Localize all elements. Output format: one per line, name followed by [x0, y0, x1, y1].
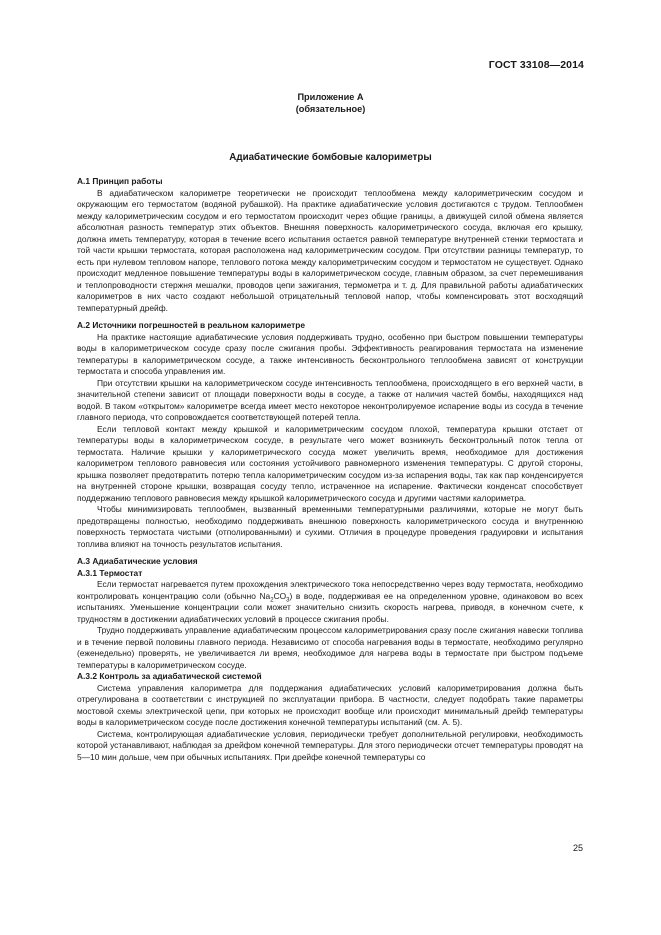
standard-header: ГОСТ 33108—2014 [488, 59, 584, 71]
annex-block [0, 91, 661, 115]
section-a31-heading: А.3.1 Термостат [77, 567, 143, 578]
paragraph: Если термостат нагревается путем прохождения электрического тока непосредственно через воду термостата, необходимо контролировать концентрацию соли (обычно $Na_2CO_3$) в воде, поддерживая ее на определенном уровне, одинаковом во всех испытаниях. Уменьшение концентрации соли может значительно снизить скорость нагрева, приводя, в конечном счете, к трудностям в достижении адиабатических условий в процессе сжигания пробы. [77, 579, 583, 624]
paragraph: При отсутствии крышки на калориметрическом сосуде интенсивность теплообмена, происходящего в его верхней части, в значительной степени зависит от площади поверхности воды в сосуде, а также от наличия частей бомбы, находящихся над водой. В таком «открытом» калориметре всегда имеет место некоторое неконтролируемое испарение воды из сосуда в течение главного периода, что сопровождается соответствующей потерей тепла. [77, 377, 583, 422]
annex-title: Приложение А [297, 92, 364, 102]
document-body [77, 176, 583, 763]
section-a32-heading: А.3.2 Контроль за адиабатической системой [77, 671, 262, 681]
section-a1-heading: А.1 Принцип работы [77, 176, 163, 186]
paragraph: На практике настоящие адиабатические условия поддерживать трудно, особенно при быстром повышении температуры воды в калориметрическом сосуде сразу после сжигания пробы. Эффективность реагирования термостата на изменение температуры в калориметрическом сосуде, а также интенсивность бесконтрольного теплообмена зависят от конструкции термостата и способа управления им. [77, 331, 583, 376]
page-number: 25 [572, 843, 583, 853]
paragraph: Система управления калориметра для поддержания адиабатических условий калориметрирования должна быть отрегулирована в соответствии с инструкцией по эксплуатации прибора. В частности, следует подобрать такие параметры мостовой схемы электрической цепи, при которых не происходит вообще или происходит минимальный дрейф температуры воды в калориметрическом сосуде после достижения конечной температуры испытаний (см. А. 5). [77, 682, 583, 727]
section-a2-heading: А.2 Источники погрешностей в реальном калориметре [77, 320, 306, 330]
paragraph: Трудно поддерживать управление адиабатическим процессом калориметрирования сразу после сжигания навески топлива и в течение первой половины главного периода. Независимо от способа нагревания воды в термостате, необходимо регулярно (еженедельно) проверять, не увеличивается ли время, необходимое для нагрева воды в термостате при быстром подъеме температуры в калориметрическом сосуде. [77, 625, 583, 670]
section-a3-heading: А.3 Адиабатические условия [77, 556, 198, 566]
annex-status: (обязательное) [295, 104, 366, 114]
paragraph: В адиабатическом калориметре теоретически не происходит теплообмена между калориметрическим сосудом и окружающим его термостатом (водяной рубашкой). На практике адиабатические условия достигаются с трудом. Теплообмен между калориметрическим сосудом и его термостатом происходит через общие границы, а движущей силой обмена является абсолютная разность температур этих объектов. Внешняя поверхность калориметрического сосуда, включая его крышку, должна иметь температуру, которая в течение всего испытания остается равной температуре внутренней стенки термостата и той части крышки термостата, которая расположена над калориметрическим сосудом. При отсутствии разницы температур, то есть при нулевом тепловом напоре, теплового потока между калориметрическим сосудом и термостатом не существует. Однако происходит медленное повышение температуры воды в калориметрическом сосуде, главным образом, за счет перемешивания и теплопроводности стержня мешалки, проводов цепи зажигания, термометра и т. д. Для правильной работы адиабатических калориметров в них часто создают небольшой отрицательный тепловой напор, чтобы компенсировать этот восходящий температурный дрейф. [77, 187, 583, 313]
paragraph: Система, контролирующая адиабатические условия, периодически требует дополнительной регулировки, необходимость которой устанавливают, наблюдая за дрейфом конечной температуры. Для этого периодически отсчет температуры проводят на 5—10 мин дольше, чем при обычных испытаниях. При дрейфе конечной температуры со [77, 728, 583, 762]
paragraph: Если тепловой контакт между крышкой и калориметрическим сосудом плохой, температура крышки отстает от температуры воды в калориметрическом сосуде, в результате чего может возникнуть бесконтрольный поток тепла от термостата. Наличие крышки у калориметрического сосуда может увеличить время, необходимое для достижения калориметром теплового равновесия или состояния устойчивого равномерного изменения температуры. С другой стороны, крышка позволяет предотвратить потерю тепла калориметрическим сосудом из-за испарения воды, так как пар конденсируется на внутренней стороне крышки, возвращая сосуду тепло, истраченное на испарение. Фактически конденсат способствует поддержанию теплового равновесия между крышкой калориметрического сосуда и другими частями калориметра. [77, 423, 583, 503]
paragraph: Чтобы минимизировать теплообмен, вызванный временными температурными различиями, которые не могут быть предотвращены полностью, необходимо поддерживать внешнюю поверхность калориметрического сосуда и внутреннюю поверхность термостата чистыми (отполированными) и сухими. Отличия в процедуре проведения градуировки и испытания топлива влияют на точность результатов испытания. [77, 504, 583, 549]
main-title: Адиабатические бомбовые калориметры [229, 152, 432, 163]
